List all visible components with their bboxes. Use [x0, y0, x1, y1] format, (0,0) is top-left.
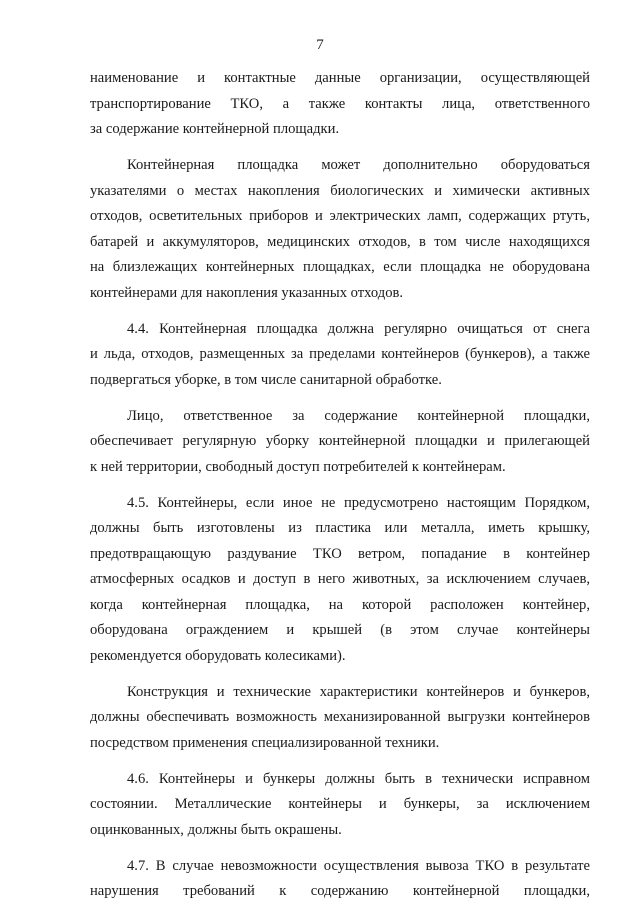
text-line: подвергаться уборке, в том числе санитарной обработке.	[90, 371, 442, 388]
text-line: рекомендуется оборудовать колесиками).	[90, 647, 346, 664]
text-line: Конструкция и технические характеристики контейнеров и бункеров,	[127, 683, 590, 700]
text-line: Лицо, ответственное за содержание контейнерной площадки,	[127, 407, 590, 424]
text-line: за содержание контейнерной площадки.	[90, 121, 340, 137]
text-line: обеспечивает регулярную уборку контейнерной площадки и прилегающей	[90, 433, 590, 449]
paragraph	[90, 680, 590, 757]
text-line: должны быть изготовлены из пластика или металла, иметь крышку,	[90, 520, 590, 536]
text-line: 4.5. Контейнеры, если иное не предусмотрено настоящим Порядком,	[127, 494, 590, 511]
text-line: 4.7. В случае невозможности осуществления вывоза ТКО в результате	[127, 857, 590, 874]
text-line: 4.4. Контейнерная площадка должна регулярно очищаться от снега	[127, 320, 590, 337]
text-line: и льда, отходов, размещенных за пределами контейнеров (бункеров), а также	[90, 346, 590, 362]
page-number: 7	[316, 37, 324, 53]
paragraph	[90, 153, 590, 306]
paragraph	[90, 854, 590, 905]
text-line: указателями о местах накопления биологических и химически активных	[90, 182, 590, 199]
paragraph	[90, 404, 590, 481]
text-line: посредством применения специализированной техники.	[90, 734, 440, 751]
text-line: отходов, осветительных приборов и электрических ламп, содержащих ртуть,	[90, 208, 590, 224]
text-line: атмосферных осадков и доступ в него животных, за исключением случаев,	[90, 571, 590, 587]
text-line: к ней территории, свободный доступ потребителей к контейнерам.	[90, 458, 506, 475]
text-line: когда контейнерная площадка, на которой расположен контейнер,	[90, 596, 590, 613]
text-line: на близлежащих контейнерных площадках, если площадка не оборудована	[90, 259, 590, 275]
text-line: транспортирование ТКО, а также контакты лица, ответственного	[90, 95, 590, 112]
text-line: 4.6. Контейнеры и бункеры должны быть в технически исправном	[127, 770, 590, 787]
document-body	[90, 66, 590, 905]
text-line: наименование и контактные данные организации, осуществляющей	[90, 70, 590, 86]
paragraph	[90, 491, 590, 670]
paragraph	[90, 767, 590, 844]
text-line: Контейнерная площадка может дополнительно оборудоваться	[127, 157, 590, 173]
text-line: должны обеспечивать возможность механизированной выгрузки контейнеров	[90, 709, 590, 725]
text-line: состоянии. Металлические контейнеры и бункеры, за исключением	[90, 796, 590, 812]
text-line: нарушения требований к содержанию контейнерной площадки,	[90, 883, 590, 899]
text-line: контейнерами для накопления указанных отходов.	[90, 284, 404, 301]
text-line: батарей и аккумуляторов, медицинских отходов, в том числе находящихся	[90, 233, 590, 250]
text-line: оборудована ограждением и крышей (в этом случае контейнеры	[90, 622, 590, 638]
text-line: предотвращающую раздувание ТКО ветром, попадание в контейнер	[90, 545, 590, 562]
paragraph	[90, 317, 590, 394]
paragraph	[90, 66, 590, 143]
text-line: оцинкованных, должны быть окрашены.	[90, 821, 342, 838]
